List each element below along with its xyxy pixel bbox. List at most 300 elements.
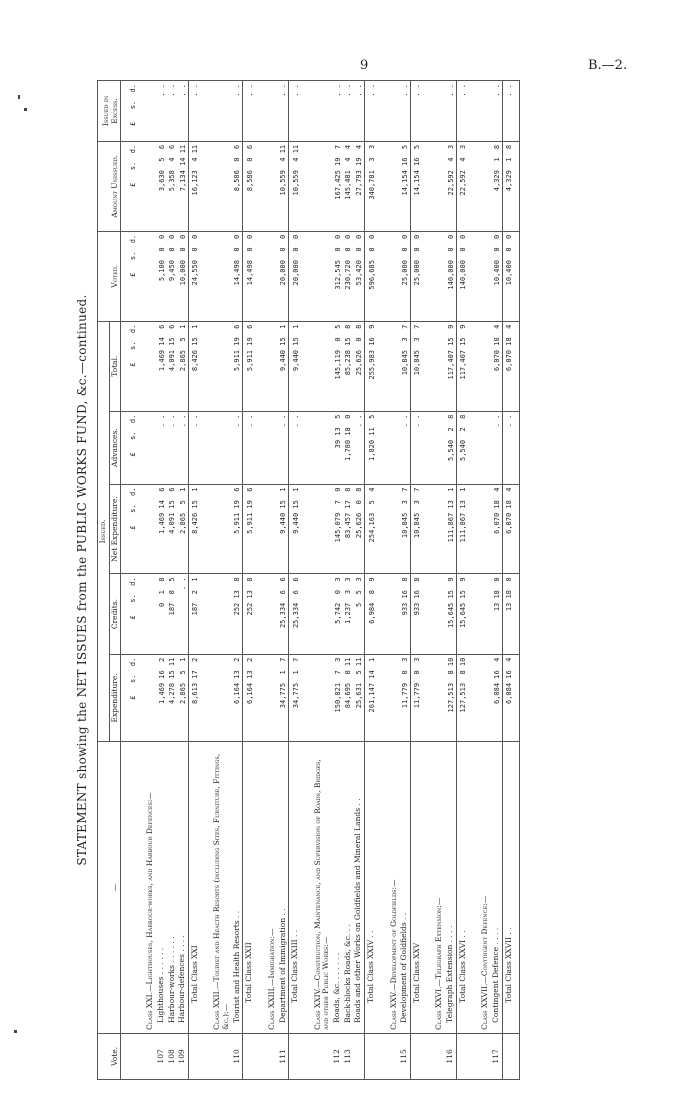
empty-cell — [205, 411, 231, 484]
class-total-label: Total Class XXIII . . — [289, 742, 306, 1034]
empty-cell — [306, 484, 332, 574]
expenditure-value: 25,631 5 11 — [353, 654, 364, 742]
credits-total: 6,984 8 9 — [364, 574, 381, 654]
scan-speck — [18, 95, 20, 99]
vote-cell — [188, 1033, 205, 1079]
unissued-value: 8,586 0 6 — [232, 141, 243, 231]
total-total: 10,845 3 7 — [410, 321, 427, 411]
total-value: 145,119 0 5 — [332, 321, 343, 411]
total-value: 85,238 15 8 — [343, 321, 354, 411]
net-total: 111,867 13 1 — [456, 484, 473, 574]
empty-cell — [138, 654, 156, 742]
total-value: 5,911 19 6 — [232, 321, 243, 411]
net-total: 9,440 15 1 — [289, 484, 306, 574]
empty-cell — [306, 81, 332, 142]
empty-cell — [306, 231, 332, 321]
empty-cell — [260, 321, 278, 411]
item-description: Contingent Defence . . . . — [491, 742, 502, 1034]
credits-value: 187 0 5 — [167, 574, 178, 654]
unissued-value: 7,134 14 11 — [177, 141, 188, 231]
total-value: 6,070 18 4 — [491, 321, 502, 411]
class-total-label: Total Class XXV — [410, 742, 427, 1034]
item-description: Roads, &c. . . . . . . — [332, 742, 343, 1034]
expenditure-header: Expenditure. — [109, 654, 121, 742]
unissued-total: 4,329 1 8 — [502, 141, 520, 231]
table-row — [156, 81, 167, 1080]
expenditure-total: 261,147 14 1 — [364, 654, 381, 742]
voted-value: 20,000 0 0 — [278, 231, 289, 321]
rotated-statement — [75, 80, 657, 1080]
class-total-label: Total Class XXVII . . — [502, 742, 520, 1034]
advances-value: . . — [278, 411, 289, 484]
voted-value: 10,400 0 0 — [491, 231, 502, 321]
empty-cell — [427, 484, 445, 574]
unissued-total: 340,701 3 3 — [364, 141, 381, 231]
total-total: 255,983 16 9 — [364, 321, 381, 411]
vote-number: 116 — [445, 1033, 456, 1079]
class-total-row — [364, 81, 381, 1080]
empty-cell — [473, 574, 491, 654]
net-value: 5,911 19 6 — [232, 484, 243, 574]
advances-total: . . — [289, 411, 306, 484]
net-total: 5,911 19 6 — [243, 484, 260, 574]
expenditure-value: 150,821 7 3 — [332, 654, 343, 742]
excess-value: . . — [167, 81, 178, 142]
empty-cell — [138, 484, 156, 574]
class-total-label: Total Class XXIV . . — [364, 742, 381, 1034]
table-body — [121, 81, 520, 1080]
table-row — [491, 81, 502, 1080]
unissued-total: 14,154 16 5 — [410, 141, 427, 231]
empty-cell — [473, 141, 491, 231]
issued-header: Issued. — [98, 321, 110, 741]
lsd-unit-label: £ s. d. — [121, 231, 139, 321]
empty-cell — [260, 141, 278, 231]
credits-value: 15,645 15 9 — [445, 574, 456, 654]
vote-number: 112 — [332, 1033, 343, 1079]
net-value: 25,626 0 8 — [353, 484, 364, 574]
total-value: 117,407 15 9 — [445, 321, 456, 411]
empty-cell — [260, 231, 278, 321]
table-row — [167, 81, 178, 1080]
advances-total: . . — [243, 411, 260, 484]
empty-cell — [260, 484, 278, 574]
credits-total: 933 16 8 — [410, 574, 427, 654]
expenditure-value: 4,278 15 11 — [167, 654, 178, 742]
vote-cell — [121, 1033, 139, 1079]
item-description: Lighthouses . . . . . . — [156, 742, 167, 1034]
vote-cell — [364, 1033, 381, 1079]
excess-header: Issued in Excess. — [98, 81, 121, 142]
net-issues-table — [97, 80, 520, 1080]
net-total: 6,070 18 4 — [502, 484, 520, 574]
expenditure-total: 6,164 13 2 — [243, 654, 260, 742]
total-value: 10,845 3 7 — [399, 321, 410, 411]
total-total: 6,070 18 4 — [502, 321, 520, 411]
empty-cell — [260, 411, 278, 484]
unissued-total: 16,123 4 11 — [188, 141, 205, 231]
excess-value: . . — [177, 81, 188, 142]
net-value: 145,079 7 0 — [332, 484, 343, 574]
empty-cell — [205, 141, 231, 231]
lsd-unit-label: £ s. d. — [121, 81, 139, 142]
unissued-value: 10,559 4 11 — [278, 141, 289, 231]
unissued-total: 22,592 4 3 — [456, 141, 473, 231]
empty-cell — [306, 654, 332, 742]
advances-value: . . — [491, 411, 502, 484]
expenditure-total: 127,513 8 10 — [456, 654, 473, 742]
vote-cell — [243, 1033, 260, 1079]
empty-cell — [427, 574, 445, 654]
voted-total: 20,000 0 0 — [289, 231, 306, 321]
empty-cell — [473, 411, 491, 484]
scan-speck — [24, 108, 27, 111]
class-total-label: Total Class XXI — [188, 742, 205, 1034]
vote-cell — [410, 1033, 427, 1079]
total-value: 1,469 14 6 — [156, 321, 167, 411]
unissued-value: 14,154 16 5 — [399, 141, 410, 231]
voted-value: 5,100 0 0 — [156, 231, 167, 321]
class-heading-row — [260, 81, 278, 1080]
empty-cell — [427, 411, 445, 484]
expenditure-total: 11,779 0 3 — [410, 654, 427, 742]
vote-number: 115 — [399, 1033, 410, 1079]
expenditure-value: 6,084 16 4 — [491, 654, 502, 742]
vote-cell — [306, 1033, 332, 1079]
item-description: Harbour-works . . . . . . — [167, 742, 178, 1034]
expenditure-total: 6,084 16 4 — [502, 654, 520, 742]
desc-cell — [121, 742, 139, 1034]
total-total: 8,426 15 1 — [188, 321, 205, 411]
empty-cell — [427, 81, 445, 142]
class-heading-row — [427, 81, 445, 1080]
advances-total: . . — [410, 411, 427, 484]
empty-cell — [260, 574, 278, 654]
expenditure-value: 127,513 8 10 — [445, 654, 456, 742]
empty-cell — [427, 321, 445, 411]
empty-cell — [382, 574, 400, 654]
scan-speck — [14, 1030, 17, 1033]
class-heading: Class XXVII.—Contingent Defence:— — [473, 742, 491, 1034]
table-row — [278, 81, 289, 1080]
credits-value: 13 18 0 — [491, 574, 502, 654]
empty-cell — [427, 654, 445, 742]
unissued-value: 4,329 1 8 — [491, 141, 502, 231]
class-total-label: Total Class XXVI . . — [456, 742, 473, 1034]
empty-cell — [205, 654, 231, 742]
net-total: 254,163 5 4 — [364, 484, 381, 574]
expenditure-value: 34,775 1 7 — [278, 654, 289, 742]
vote-number: 113 — [343, 1033, 354, 1079]
total-value: 2,865 5 1 — [177, 321, 188, 411]
excess-value: . . — [399, 81, 410, 142]
document-code: B.—2. — [588, 58, 628, 73]
voted-value: 230,720 0 0 — [343, 231, 354, 321]
table-row — [343, 81, 354, 1080]
class-heading-row — [205, 81, 231, 1080]
empty-cell — [473, 484, 491, 574]
advances-value: . . — [232, 411, 243, 484]
excess-total: . . — [188, 81, 205, 142]
expenditure-value: 6,164 13 2 — [232, 654, 243, 742]
expenditure-value: 1,469 16 2 — [156, 654, 167, 742]
credits-value: 25,334 6 6 — [278, 574, 289, 654]
empty-cell — [138, 574, 156, 654]
class-heading-row — [473, 81, 491, 1080]
empty-cell — [205, 574, 231, 654]
voted-value: 140,000 0 0 — [445, 231, 456, 321]
excess-total: . . — [502, 81, 520, 142]
excess-value: . . — [156, 81, 167, 142]
empty-cell — [382, 231, 400, 321]
lsd-unit-label: £ s. d. — [121, 321, 139, 411]
empty-cell — [306, 141, 332, 231]
unissued-total: 10,559 4 11 — [289, 141, 306, 231]
excess-value: . . — [491, 81, 502, 142]
credits-value: 5 5 3 — [353, 574, 364, 654]
excess-total: . . — [364, 81, 381, 142]
vote-cell — [456, 1033, 473, 1079]
vote-number: 110 — [232, 1033, 243, 1079]
excess-value: . . — [278, 81, 289, 142]
class-total-row — [188, 81, 205, 1080]
item-description: Harbour-defences . . . . — [177, 742, 188, 1034]
item-description: Department of Immigration . . — [278, 742, 289, 1034]
empty-cell — [205, 484, 231, 574]
empty-cell — [473, 231, 491, 321]
voted-total: 140,000 0 0 — [456, 231, 473, 321]
class-heading-row — [138, 81, 156, 1080]
credits-value: 0 1 8 — [156, 574, 167, 654]
expenditure-value: 11,779 0 3 — [399, 654, 410, 742]
voted-total: 24,550 0 0 — [188, 231, 205, 321]
empty-cell — [427, 141, 445, 231]
net-value: 111,867 13 1 — [445, 484, 456, 574]
empty-cell — [138, 81, 156, 142]
credits-total: 252 13 8 — [243, 574, 260, 654]
vote-cell — [502, 1033, 520, 1079]
excess-total: . . — [289, 81, 306, 142]
credits-header: Credits. — [109, 574, 121, 654]
lsd-unit-label: £ s. d. — [121, 141, 139, 231]
class-total-row — [289, 81, 306, 1080]
empty-cell — [205, 81, 231, 142]
statement-title: STATEMENT showing the NET ISSUES from the PUBLIC WORKS FUND, &c.—continued. — [75, 294, 89, 866]
empty-cell — [382, 654, 400, 742]
voted-total: 10,400 0 0 — [502, 231, 520, 321]
empty-cell — [205, 231, 231, 321]
lsd-unit-label: £ s. d. — [121, 654, 139, 742]
class-total-row — [410, 81, 427, 1080]
table-row — [177, 81, 188, 1080]
lsd-unit-label: £ s. d. — [121, 574, 139, 654]
empty-cell — [382, 484, 400, 574]
item-description: Back-blocks Roads, &c. . . — [343, 742, 354, 1034]
expenditure-total: 8,613 17 2 — [188, 654, 205, 742]
empty-cell — [260, 654, 278, 742]
voted-total: 25,000 0 0 — [410, 231, 427, 321]
vote-cell — [289, 1033, 306, 1079]
unissued-value: 3,630 5 6 — [156, 141, 167, 231]
empty-cell — [473, 654, 491, 742]
advances-value: 5,540 2 8 — [445, 411, 456, 484]
net-total: 8,426 15 1 — [188, 484, 205, 574]
total-value: 9,440 15 1 — [278, 321, 289, 411]
class-heading: Class XXI.—Lighthouses, Harbour-works, and Harbour Defences:— — [138, 742, 156, 1034]
voted-header: Voted. — [98, 231, 121, 321]
class-total-row — [502, 81, 520, 1080]
empty-cell — [138, 411, 156, 484]
empty-cell — [138, 231, 156, 321]
credits-value: . . — [177, 574, 188, 654]
net-value: 2,865 5 1 — [177, 484, 188, 574]
empty-cell — [382, 321, 400, 411]
net-expenditure-header: Net Expenditure. — [109, 484, 121, 574]
class-heading-row — [306, 81, 332, 1080]
empty-cell — [382, 141, 400, 231]
empty-cell — [427, 231, 445, 321]
class-heading: Class XXV.—Development of Goldfields:— — [382, 742, 400, 1034]
total-total: 9,440 15 1 — [289, 321, 306, 411]
vote-cell — [382, 1033, 400, 1079]
credits-value: 1,237 3 3 — [343, 574, 354, 654]
total-value: 25,626 0 8 — [353, 321, 364, 411]
unissued-value: 167,425 19 7 — [332, 141, 343, 231]
excess-value: . . — [232, 81, 243, 142]
advances-value: 39 13 5 — [332, 411, 343, 484]
table-row — [353, 81, 364, 1080]
class-heading-row — [382, 81, 400, 1080]
excess-value: . . — [343, 81, 354, 142]
excess-total: . . — [410, 81, 427, 142]
vote-number: 111 — [278, 1033, 289, 1079]
empty-cell — [138, 321, 156, 411]
table-row — [399, 81, 410, 1080]
voted-value: 25,000 0 0 — [399, 231, 410, 321]
voted-value: 14,498 0 0 — [232, 231, 243, 321]
empty-cell — [473, 81, 491, 142]
vote-number: 117 — [491, 1033, 502, 1079]
class-heading: Class XXIII.—Immigration:— — [260, 742, 278, 1034]
vote-cell — [138, 1033, 156, 1079]
advances-total: 1,820 11 5 — [364, 411, 381, 484]
net-value: 10,845 3 7 — [399, 484, 410, 574]
voted-value: 9,450 0 0 — [167, 231, 178, 321]
item-description: Tourist and Health Resorts . . — [232, 742, 243, 1034]
table-row — [232, 81, 243, 1080]
advances-value: . . — [353, 411, 364, 484]
excess-value: . . — [445, 81, 456, 142]
total-header: Total. — [109, 321, 121, 411]
advances-value: . . — [167, 411, 178, 484]
advances-total: . . — [502, 411, 520, 484]
credits-total: 187 2 1 — [188, 574, 205, 654]
page-number: 9 — [360, 58, 369, 73]
advances-value: . . — [399, 411, 410, 484]
credits-value: 252 13 8 — [232, 574, 243, 654]
item-description: Telegraph Extension . . . . — [445, 742, 456, 1034]
total-total: 117,407 15 9 — [456, 321, 473, 411]
table-row — [445, 81, 456, 1080]
lsd-unit-label: £ s. d. — [121, 411, 139, 484]
excess-total: . . — [456, 81, 473, 142]
credits-total: 15,645 15 9 — [456, 574, 473, 654]
net-value: 4,091 15 6 — [167, 484, 178, 574]
vote-cell — [205, 1033, 231, 1079]
voted-value: 312,545 0 0 — [332, 231, 343, 321]
credits-value: 5,742 0 3 — [332, 574, 343, 654]
item-description: Roads and other Works on Goldfields and Mineral Lands . . — [353, 742, 364, 1034]
net-value: 1,469 14 6 — [156, 484, 167, 574]
empty-cell — [306, 574, 332, 654]
empty-cell — [306, 321, 332, 411]
advances-value: . . — [177, 411, 188, 484]
empty-cell — [205, 321, 231, 411]
unissued-value: 5,358 4 6 — [167, 141, 178, 231]
lsd-unit-row — [121, 81, 139, 1080]
unissued-total: 8,586 0 6 — [243, 141, 260, 231]
unissued-value: 27,793 19 4 — [353, 141, 364, 231]
empty-cell — [382, 81, 400, 142]
unissued-value: 22,592 4 3 — [445, 141, 456, 231]
voted-total: 14,498 0 0 — [243, 231, 260, 321]
advances-total: . . — [188, 411, 205, 484]
net-total: 10,845 3 7 — [410, 484, 427, 574]
class-heading: Class XXIV.—Construction, Maintenance, and Supervision of Roads, Bridges, and other Public Works:— — [306, 742, 332, 1034]
class-total-row — [243, 81, 260, 1080]
total-total: 5,911 19 6 — [243, 321, 260, 411]
vote-cell — [473, 1033, 491, 1079]
advances-value: 1,780 18 0 — [343, 411, 354, 484]
excess-total: . . — [243, 81, 260, 142]
unissued-value: 145,481 4 4 — [343, 141, 354, 231]
advances-header: Advances. — [109, 411, 121, 484]
advances-value: . . — [156, 411, 167, 484]
total-value: 4,091 15 6 — [167, 321, 178, 411]
unissued-header: Amount Unissued. — [98, 141, 121, 231]
voted-value: 53,420 0 0 — [353, 231, 364, 321]
net-value: 83,457 17 8 — [343, 484, 354, 574]
class-heading: Class XXVI.—Telegraph Extension:— — [427, 742, 445, 1034]
empty-cell — [382, 411, 400, 484]
description-header: — — [98, 742, 121, 1034]
advances-total: 5,540 2 8 — [456, 411, 473, 484]
table-row — [332, 81, 343, 1080]
net-value: 6,070 18 4 — [491, 484, 502, 574]
vote-cell — [260, 1033, 278, 1079]
empty-cell — [473, 321, 491, 411]
class-heading: Class XXII.—Tourist and Health Resorts (including Sites, Furniture, Fittings, &c.):— — [205, 742, 231, 1034]
vote-cell — [427, 1033, 445, 1079]
excess-value: . . — [353, 81, 364, 142]
voted-value: 10,000 0 0 — [177, 231, 188, 321]
empty-cell — [138, 141, 156, 231]
vote-number: 109 — [177, 1033, 188, 1079]
credits-total: 25,334 6 6 — [289, 574, 306, 654]
expenditure-value: 2,865 5 1 — [177, 654, 188, 742]
expenditure-value: 84,695 0 11 — [343, 654, 354, 742]
item-description: Development of Goldfields . . — [399, 742, 410, 1034]
voted-total: 596,685 0 0 — [364, 231, 381, 321]
vote-number: 107 — [156, 1033, 167, 1079]
excess-value: . . — [332, 81, 343, 142]
empty-cell — [260, 81, 278, 142]
class-total-row — [456, 81, 473, 1080]
lsd-unit-label: £ s. d. — [121, 484, 139, 574]
credits-value: 933 16 8 — [399, 574, 410, 654]
vote-number — [353, 1033, 364, 1079]
expenditure-total: 34,775 1 7 — [289, 654, 306, 742]
